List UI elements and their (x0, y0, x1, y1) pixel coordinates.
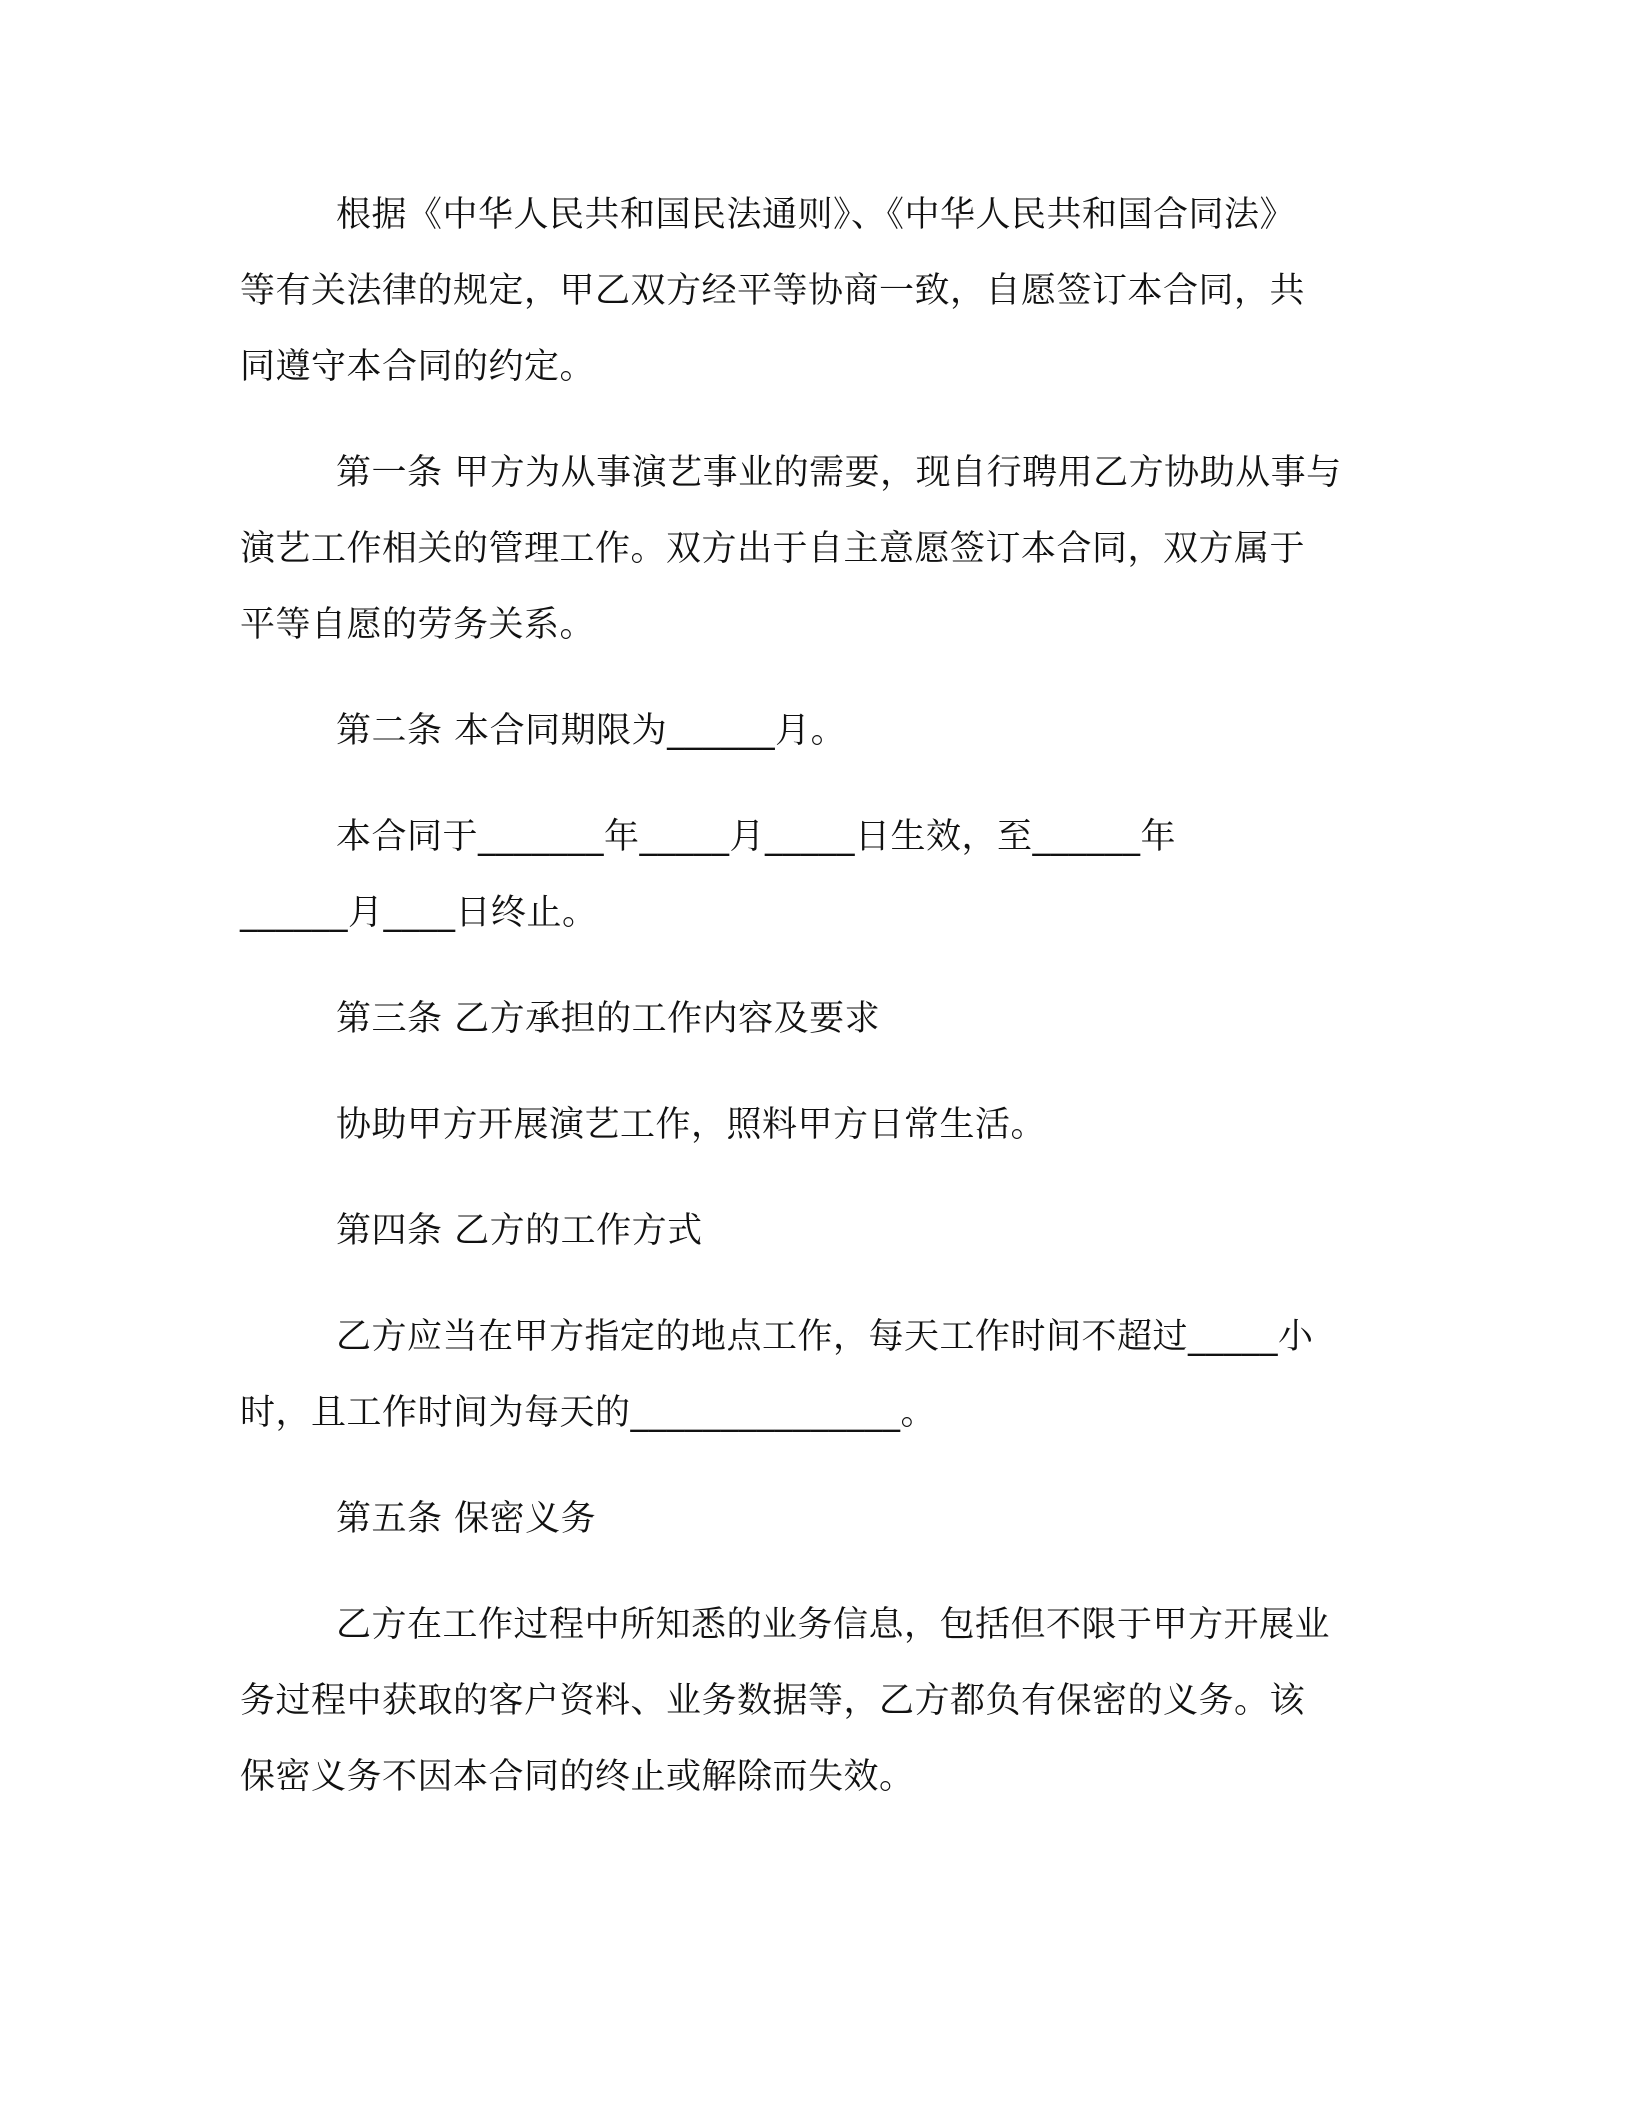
article-2-term-line-2: ______月____日终止。 (240, 893, 598, 933)
article-5-body-line-3: 保密义务不因本合同的终止或解除而失效。 (240, 1757, 915, 1797)
article-5-body-line-1: 乙方在工作过程中所知悉的业务信息，包括但不限于甲方开展业 (336, 1605, 1331, 1645)
article-5-title: 第五条 保密义务 (336, 1499, 597, 1539)
preamble-line-1: 根据《中华人民共和国民法通则》、《中华人民共和国合同法》 (336, 195, 1296, 235)
article-2-title: 第二条 本合同期限为______月。 (336, 711, 847, 751)
article-2-term-line-1: 本合同于_______年_____月_____日生效，至______年 (336, 817, 1177, 857)
preamble-line-3: 同遵守本合同的约定。 (240, 347, 596, 387)
article-3-body: 协助甲方开展演艺工作，照料甲方日常生活。 (336, 1105, 1047, 1145)
article-4-title: 第四条 乙方的工作方式 (336, 1211, 703, 1251)
article-1-line-1: 第一条 甲方为从事演艺事业的需要，现自行聘用乙方协助从事与 (336, 453, 1342, 493)
article-4-body-line-1: 乙方应当在甲方指定的地点工作，每天工作时间不超过_____小 (336, 1317, 1314, 1357)
preamble-line-2: 等有关法律的规定，甲乙双方经平等协商一致，自愿签订本合同，共 (240, 271, 1306, 311)
article-4-body-line-2: 时，且工作时间为每天的_______________。 (240, 1393, 937, 1433)
article-1-line-2: 演艺工作相关的管理工作。双方出于自主意愿签订本合同，双方属于 (240, 529, 1306, 569)
article-3-title: 第三条 乙方承担的工作内容及要求 (336, 999, 881, 1039)
article-5-body-line-2: 务过程中获取的客户资料、业务数据等，乙方都负有保密的义务。该 (240, 1681, 1306, 1721)
article-1-line-3: 平等自愿的劳务关系。 (240, 605, 596, 645)
